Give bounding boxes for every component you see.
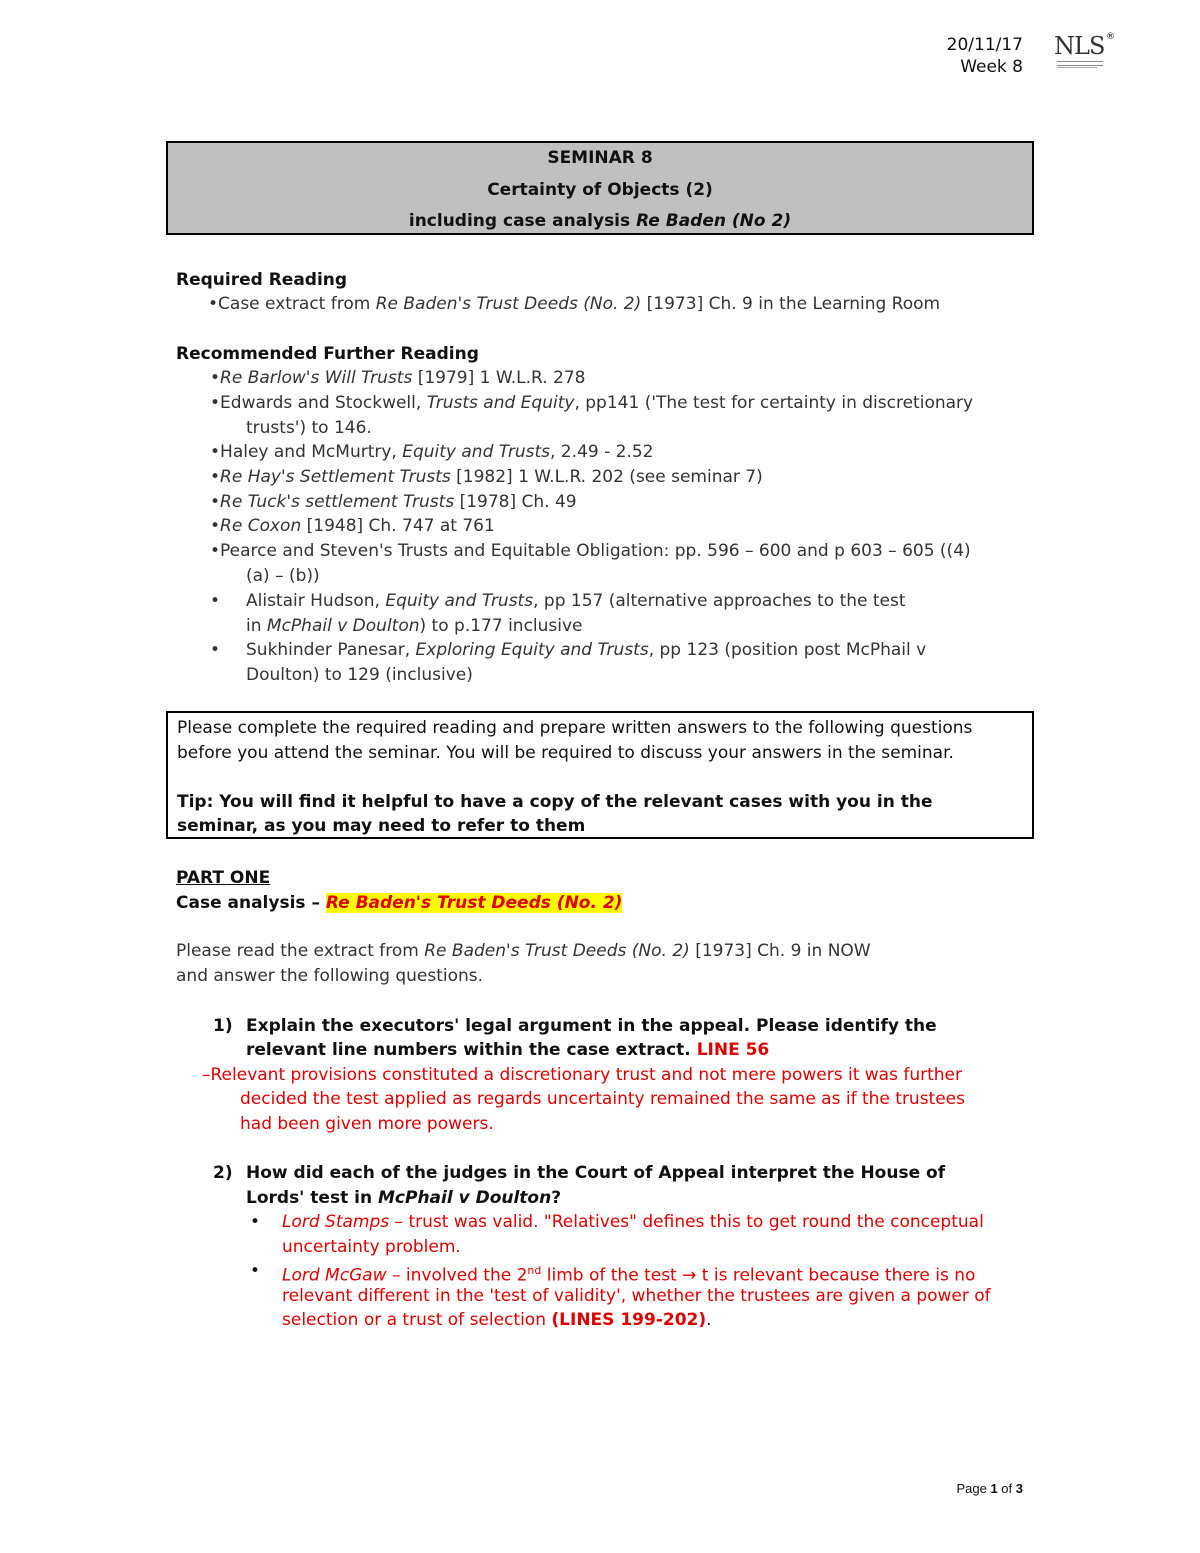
seminar-title-box [166, 141, 1034, 235]
bullet-icon: • [210, 640, 221, 660]
part-one-intro: Please read the extract from Re Baden's Trust Deeds (No. 2) [1973] Ch. 9 in NOW [176, 941, 871, 961]
logo-registered-mark: ® [1106, 32, 1115, 42]
recommended-item-continuation: trusts') to 146. [246, 418, 372, 438]
seminar-topic: Certainty of Objects (2) [487, 180, 713, 200]
recommended-item: •Haley and McMurtry, Equity and Trusts, 2.49 - 2.52 [210, 442, 654, 462]
recommended-item: •Re Tuck's settlement Trusts [1978] Ch. 49 [210, 492, 577, 512]
bullet-icon: • [208, 294, 219, 314]
recommended-item: •Edwards and Stockwell, Trusts and Equity, pp141 ('The test for certainty in discretionary [210, 393, 974, 413]
recommended-item: •Re Coxon [1948] Ch. 747 at 761 [210, 516, 495, 536]
recommended-reading-heading: Recommended Further Reading [176, 344, 479, 364]
answer-2-continuation: selection or a trust of selection (LINES 199-202). [282, 1310, 712, 1330]
answer-2-lord-mcgaw: Lord McGaw – involved the 2nd limb of the test → t is relevant because there is no [282, 1264, 976, 1286]
instructions-line: before you attend the seminar. You will be required to discuss your answers in the seminar. [177, 743, 954, 763]
logo-subline-icon [1057, 61, 1103, 66]
recommended-item: •Re Barlow's Will Trusts [1979] 1 W.L.R. 278 [210, 368, 586, 388]
highlighted-case-name: Re Baden's Trust Deeds (No. 2) [325, 893, 623, 913]
bullet-icon: • [210, 393, 221, 413]
recommended-item: Alistair Hudson, Equity and Trusts, pp 157 (alternative approaches to the test [246, 591, 906, 611]
question-number: 2) [213, 1163, 233, 1183]
recommended-item: •Re Hay's Settlement Trusts [1982] 1 W.L.R. 202 (see seminar 7) [210, 467, 763, 487]
recommended-item: •Pearce and Steven's Trusts and Equitable Obligation: pp. 596 – 600 and p 603 – 605 ((4) [210, 541, 971, 561]
recommended-item-continuation: in McPhail v Doulton) to p.177 inclusive [246, 616, 583, 636]
seminar-number: SEMINAR 8 [547, 148, 653, 168]
line-reference: LINE 56 [696, 1040, 770, 1060]
logo-text: NLS [1054, 32, 1105, 60]
required-reading-heading: Required Reading [176, 270, 348, 290]
question-2-text: How did each of the judges in the Court of Appeal interpret the House of [246, 1163, 946, 1183]
bullet-icon: • [210, 467, 221, 487]
logo-subline-2-icon [1057, 67, 1097, 70]
recommended-item-continuation: (a) – (b)) [246, 566, 320, 586]
part-one-heading: PART ONE [176, 868, 271, 888]
case-analysis-heading: Case analysis – Re Baden's Trust Deeds (No. 2) [176, 893, 623, 913]
tip-line: Tip: You will find it helpful to have a copy of the relevant cases with you in the [177, 792, 933, 812]
nls-logo [1054, 34, 1118, 78]
bullet-icon: • [210, 368, 221, 388]
page-number: Page 1 of 3 [956, 1481, 1023, 1496]
bullet-icon: • [250, 1212, 261, 1232]
question-number: 1) [213, 1016, 233, 1036]
bullet-icon: • [210, 442, 221, 462]
seminar-subtitle-case: Re Baden (No 2) [636, 211, 792, 231]
bullet-icon: • [210, 591, 221, 611]
required-reading-item: •Case extract from Re Baden's Trust Deeds (No. 2) [1973] Ch. 9 in the Learning Room [208, 294, 941, 314]
answer-2-continuation: relevant different in the 'test of validity', whether the trustees are given a power of [282, 1286, 991, 1306]
recommended-item-continuation: Doulton) to 129 (inclusive) [246, 665, 473, 685]
line-reference: (LINES 199-202) [551, 1310, 707, 1330]
tip-line: seminar, as you may need to refer to them [177, 816, 586, 836]
document-header-meta [947, 34, 1023, 78]
recommended-item: Sukhinder Panesar, Exploring Equity and Trusts, pp 123 (position post McPhail v [246, 640, 927, 660]
bullet-icon: • [250, 1261, 261, 1281]
bullet-icon: • [210, 492, 221, 512]
document-week: Week 8 [960, 57, 1023, 77]
seminar-subtitle: including case analysis Re Baden (No 2) [408, 211, 792, 231]
question-1-text: Explain the executors' legal argument in the appeal. Please identify the [246, 1016, 937, 1036]
question-1-text: relevant line numbers within the case extract. LINE 56 [246, 1040, 770, 1060]
answer-2-lord-stamps: Lord Stamps – trust was valid. "Relatives" defines this to get round the conceptual [282, 1212, 984, 1232]
bullet-icon: • [210, 541, 221, 561]
answer-2-continuation: uncertainty problem. [282, 1237, 461, 1257]
instructions-line: Please complete the required reading and prepare written answers to the following questions [177, 718, 973, 738]
part-one-intro: and answer the following questions. [176, 966, 484, 986]
bullet-icon: • [210, 516, 221, 536]
answer-1-continuation: decided the test applied as regards uncertainty remained the same as if the trustees [240, 1089, 965, 1109]
answer-1: –Relevant provisions constituted a discretionary trust and not mere powers it was further [202, 1065, 962, 1085]
answer-1-continuation: had been given more powers. [240, 1114, 494, 1134]
instructions-box [166, 711, 1034, 839]
question-2-text: Lords' test in McPhail v Doulton? [246, 1188, 562, 1208]
document-date: 20/11/17 [946, 35, 1023, 55]
